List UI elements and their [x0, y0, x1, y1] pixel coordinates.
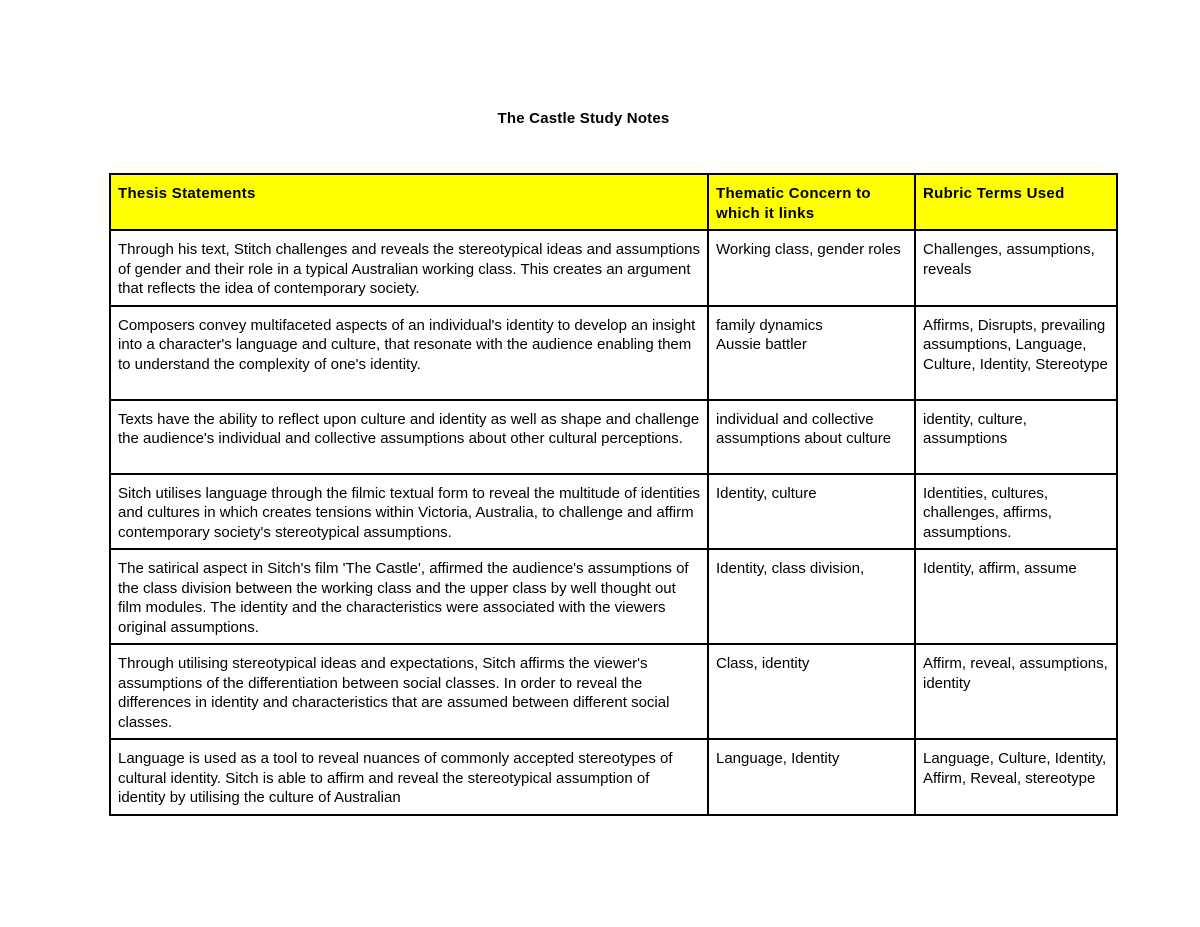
rubric-cell: Identities, cultures, challenges, affirms, assumptions. [915, 474, 1117, 550]
rubric-cell: Affirms, Disrupts, prevailing assumptions, Language, Culture, Identity, Stereotype [915, 306, 1117, 400]
table-row [110, 549, 1117, 644]
table-header-row [110, 174, 1117, 230]
thematic-line: Aussie battler [716, 336, 807, 353]
thematic-cell: individual and collective assumptions about culture [708, 400, 915, 474]
rubric-cell: identity, culture, assumptions [915, 400, 1117, 474]
header-thematic-concern: Thematic Concern to which it links [708, 174, 915, 230]
thesis-cell: Sitch utilises language through the filmic textual form to reveal the multitude of identities and cultures in which creates tensions within Victoria, Australia, to challenge and affirm contemporary society's stereotypical assumptions. [110, 474, 708, 550]
header-rubric-terms: Rubric Terms Used [915, 174, 1117, 230]
thematic-cell: Identity, culture [708, 474, 915, 550]
rubric-cell: Challenges, assumptions, reveals [915, 230, 1117, 306]
thematic-cell: Working class, gender roles [708, 230, 915, 306]
table-row [110, 230, 1117, 306]
header-thesis-statements: Thesis Statements [110, 174, 708, 230]
thematic-cell: Identity, class division, [708, 549, 915, 644]
thematic-cell: Class, identity [708, 644, 915, 739]
rubric-cell: Language, Culture, Identity, Affirm, Reveal, stereotype [915, 739, 1117, 815]
thesis-cell: Language is used as a tool to reveal nuances of commonly accepted stereotypes of cultural identity. Sitch is able to affirm and reveal the stereotypical assumption of identity by utilising the culture of Australian [110, 739, 708, 815]
thematic-cell: Language, Identity [708, 739, 915, 815]
table-row [110, 306, 1117, 400]
rubric-cell: Identity, affirm, assume [915, 549, 1117, 644]
thematic-line: family dynamics [716, 316, 823, 334]
thesis-cell: Texts have the ability to reflect upon culture and identity as well as shape and challenge the audience's individual and collective assumptions about other cultural perceptions. [110, 400, 708, 474]
thesis-cell: Composers convey multifaceted aspects of an individual's identity to develop an insight into a character's language and culture, that resonate with the audience enabling them to understand the complexity of one's identity. [110, 306, 708, 400]
thesis-cell: Through utilising stereotypical ideas and expectations, Sitch affirms the viewer's assumptions of the differentiation between social classes. In order to reveal the differences in identity and characteristics that are assumed between different social classes. [110, 644, 708, 739]
table-row [110, 739, 1117, 815]
rubric-cell: Affirm, reveal, assumptions, identity [915, 644, 1117, 739]
page-title: The Castle Study Notes [497, 110, 670, 127]
table-row [110, 474, 1117, 550]
study-notes-table [109, 173, 1118, 816]
thematic-cell [708, 306, 915, 400]
table-row [110, 644, 1117, 739]
table-row [110, 400, 1117, 474]
thesis-cell: Through his text, Stitch challenges and reveals the stereotypical ideas and assumptions of gender and their role in a typical Australian working class. This creates an argument that reflects the idea of contemporary society. [110, 230, 708, 306]
thesis-cell: The satirical aspect in Sitch's film 'The Castle', affirmed the audience's assumptions of the class division between the working class and the upper class by well thought out film modules. The identity and the characteristics were associated with the viewers original assumptions. [110, 549, 708, 644]
